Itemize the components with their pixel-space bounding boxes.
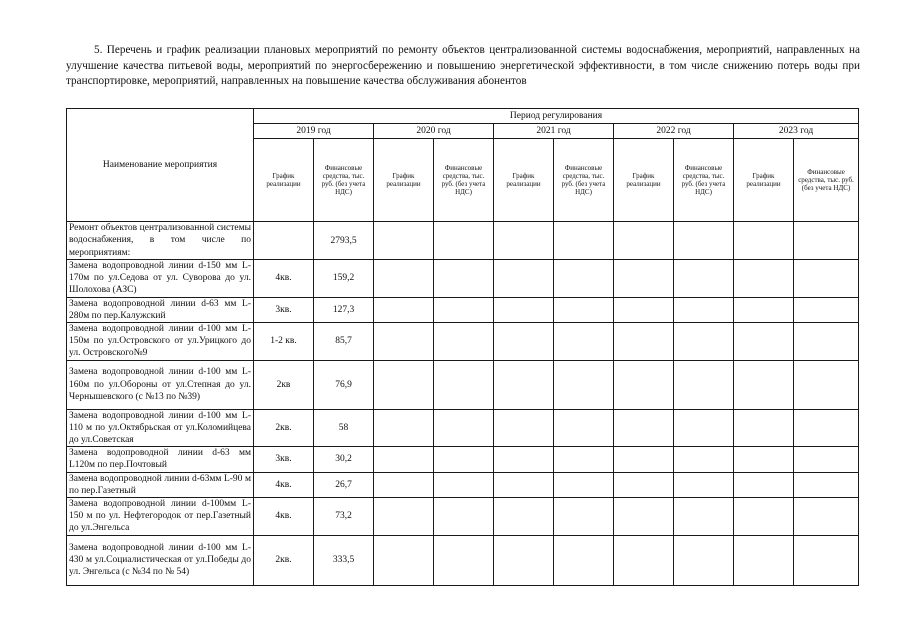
schedule-2019: 4кв. — [254, 472, 314, 497]
empty-cell — [554, 535, 614, 585]
header-schedule: График реализации — [254, 139, 314, 222]
empty-cell — [434, 297, 494, 322]
empty-cell — [434, 535, 494, 585]
empty-cell — [734, 297, 794, 322]
empty-cell — [674, 260, 734, 298]
empty-cell — [614, 323, 674, 361]
empty-cell — [494, 472, 554, 497]
empty-cell — [614, 409, 674, 447]
empty-cell — [554, 260, 614, 298]
empty-cell — [674, 409, 734, 447]
empty-cell — [494, 222, 554, 260]
header-year: 2020 год — [374, 124, 494, 139]
empty-cell — [434, 260, 494, 298]
header-schedule: График реализации — [614, 139, 674, 222]
activity-name: Ремонт объектов централизованной системы водоснабжения, в том числе по мероприятиям: — [67, 222, 254, 260]
empty-cell — [674, 222, 734, 260]
table-row — [67, 222, 859, 260]
header-year: 2021 год — [494, 124, 614, 139]
schedule-2019: 2кв — [254, 360, 314, 409]
empty-cell — [494, 409, 554, 447]
table-row — [67, 360, 859, 409]
empty-cell — [614, 472, 674, 497]
empty-cell — [374, 260, 434, 298]
empty-cell — [554, 409, 614, 447]
activity-name: Замена водопроводной линии d-63мм L-90 м по пер.Газетный — [67, 472, 254, 497]
finance-2019: 85,7 — [314, 323, 374, 361]
empty-cell — [734, 472, 794, 497]
empty-cell — [794, 222, 859, 260]
finance-2019: 127,3 — [314, 297, 374, 322]
empty-cell — [794, 498, 859, 536]
table-row — [67, 323, 859, 361]
empty-cell — [794, 360, 859, 409]
table-row — [67, 409, 859, 447]
empty-cell — [554, 360, 614, 409]
empty-cell — [734, 323, 794, 361]
empty-cell — [494, 498, 554, 536]
header-schedule: График реализации — [494, 139, 554, 222]
empty-cell — [614, 297, 674, 322]
empty-cell — [614, 447, 674, 472]
empty-cell — [374, 360, 434, 409]
empty-cell — [434, 222, 494, 260]
empty-cell — [734, 447, 794, 472]
empty-cell — [734, 222, 794, 260]
finance-2019: 73,2 — [314, 498, 374, 536]
empty-cell — [674, 535, 734, 585]
table-row — [67, 472, 859, 497]
empty-cell — [674, 472, 734, 497]
activity-name: Замена водопроводной линии d-63 мм L120м по пер.Почтовый — [67, 447, 254, 472]
empty-cell — [794, 409, 859, 447]
empty-cell — [614, 260, 674, 298]
empty-cell — [374, 535, 434, 585]
empty-cell — [554, 447, 614, 472]
schedule-2019: 4кв. — [254, 498, 314, 536]
empty-cell — [374, 447, 434, 472]
finance-2019: 30,2 — [314, 447, 374, 472]
header-schedule: График реализации — [374, 139, 434, 222]
activity-name: Замена водопроводной линии d-100мм L-150 м по ул. Нефтегородок от пер.Газетный до ул.Энгельса — [67, 498, 254, 536]
empty-cell — [794, 323, 859, 361]
finance-2019: 58 — [314, 409, 374, 447]
empty-cell — [494, 323, 554, 361]
empty-cell — [674, 447, 734, 472]
table-row — [67, 447, 859, 472]
empty-cell — [794, 297, 859, 322]
empty-cell — [374, 323, 434, 361]
header-finance: Финансовые средства, тыс. руб. (без учета НДС) — [794, 139, 859, 222]
empty-cell — [794, 260, 859, 298]
header-activity-name: Наименование мероприятия — [67, 109, 254, 222]
schedule-2019: 3кв. — [254, 447, 314, 472]
schedule-2019: 4кв. — [254, 260, 314, 298]
empty-cell — [614, 498, 674, 536]
empty-cell — [434, 447, 494, 472]
schedule-2019 — [254, 222, 314, 260]
section-heading: 5. Перечень и график реализации плановых мероприятий по ремонту объектов централизованной системы водоснабжения, мероприятий, направленных на улучшение качества питьевой воды, мероприятий по энергосбережению и повышению энергетической эффективности, в том числе снижению потерь воды при транспортировке, мероприятий, направленных на повышение качества обслуживания абонентов — [66, 44, 860, 88]
empty-cell — [494, 360, 554, 409]
schedule-2019: 2кв. — [254, 535, 314, 585]
finance-2019: 2793,5 — [314, 222, 374, 260]
header-year: 2022 год — [614, 124, 734, 139]
empty-cell — [614, 222, 674, 260]
schedule-2019: 3кв. — [254, 297, 314, 322]
finance-2019: 76,9 — [314, 360, 374, 409]
empty-cell — [374, 472, 434, 497]
header-schedule: График реализации — [734, 139, 794, 222]
empty-cell — [794, 535, 859, 585]
empty-cell — [794, 472, 859, 497]
activity-name: Замена водопроводной линии d-100 мм L-160м по ул.Обороны от ул.Степная до ул. Чернышевского (с №13 по №39) — [67, 360, 254, 409]
empty-cell — [374, 498, 434, 536]
empty-cell — [734, 498, 794, 536]
empty-cell — [494, 535, 554, 585]
empty-cell — [374, 222, 434, 260]
empty-cell — [614, 360, 674, 409]
empty-cell — [734, 360, 794, 409]
finance-2019: 333,5 — [314, 535, 374, 585]
header-finance: Финансовые средства, тыс. руб. (без учета НДС) — [434, 139, 494, 222]
empty-cell — [554, 222, 614, 260]
empty-cell — [674, 323, 734, 361]
plan-table — [66, 108, 859, 586]
empty-cell — [794, 447, 859, 472]
header-year: 2023 год — [734, 124, 859, 139]
empty-cell — [734, 535, 794, 585]
empty-cell — [554, 472, 614, 497]
empty-cell — [434, 360, 494, 409]
table-row — [67, 535, 859, 585]
empty-cell — [374, 297, 434, 322]
activity-name: Замена водопроводной линии d-100 мм L-110 м по ул.Октябрьская от ул.Коломийцева до ул.Советская — [67, 409, 254, 447]
empty-cell — [734, 260, 794, 298]
activity-name: Замена водопроводной линии d-100 мм L-150м по ул.Островского от ул.Урицкого до ул. Островского№9 — [67, 323, 254, 361]
activity-name: Замена водопроводной линии d-100 мм L-430 м ул.Социалистическая от ул.Победы до ул. Энгельса (с №34 по № 54) — [67, 535, 254, 585]
empty-cell — [674, 498, 734, 536]
empty-cell — [434, 498, 494, 536]
empty-cell — [734, 409, 794, 447]
empty-cell — [494, 260, 554, 298]
table-row — [67, 260, 859, 298]
table-body — [67, 222, 859, 586]
empty-cell — [674, 297, 734, 322]
empty-cell — [614, 535, 674, 585]
header-finance: Финансовые средства, тыс. руб. (без учета НДС) — [314, 139, 374, 222]
table-row — [67, 498, 859, 536]
activity-name: Замена водопроводной линии d-63 мм L-280м по пер.Калужский — [67, 297, 254, 322]
header-year: 2019 год — [254, 124, 374, 139]
finance-2019: 26,7 — [314, 472, 374, 497]
header-finance: Финансовые средства, тыс. руб. (без учета НДС) — [554, 139, 614, 222]
schedule-2019: 2кв. — [254, 409, 314, 447]
empty-cell — [434, 472, 494, 497]
finance-2019: 159,2 — [314, 260, 374, 298]
empty-cell — [374, 409, 434, 447]
schedule-2019: 1-2 кв. — [254, 323, 314, 361]
empty-cell — [554, 323, 614, 361]
empty-cell — [494, 447, 554, 472]
activity-name: Замена водопроводной линии d-150 мм L-170м по ул.Седова от ул. Суворова до ул. Шолохова (АЗС) — [67, 260, 254, 298]
empty-cell — [434, 409, 494, 447]
header-period: Период регулирования — [254, 109, 859, 124]
empty-cell — [494, 297, 554, 322]
empty-cell — [554, 297, 614, 322]
empty-cell — [674, 360, 734, 409]
header-finance: Финансовые средства, тыс. руб. (без учета НДС) — [674, 139, 734, 222]
empty-cell — [434, 323, 494, 361]
table-row — [67, 297, 859, 322]
empty-cell — [554, 498, 614, 536]
